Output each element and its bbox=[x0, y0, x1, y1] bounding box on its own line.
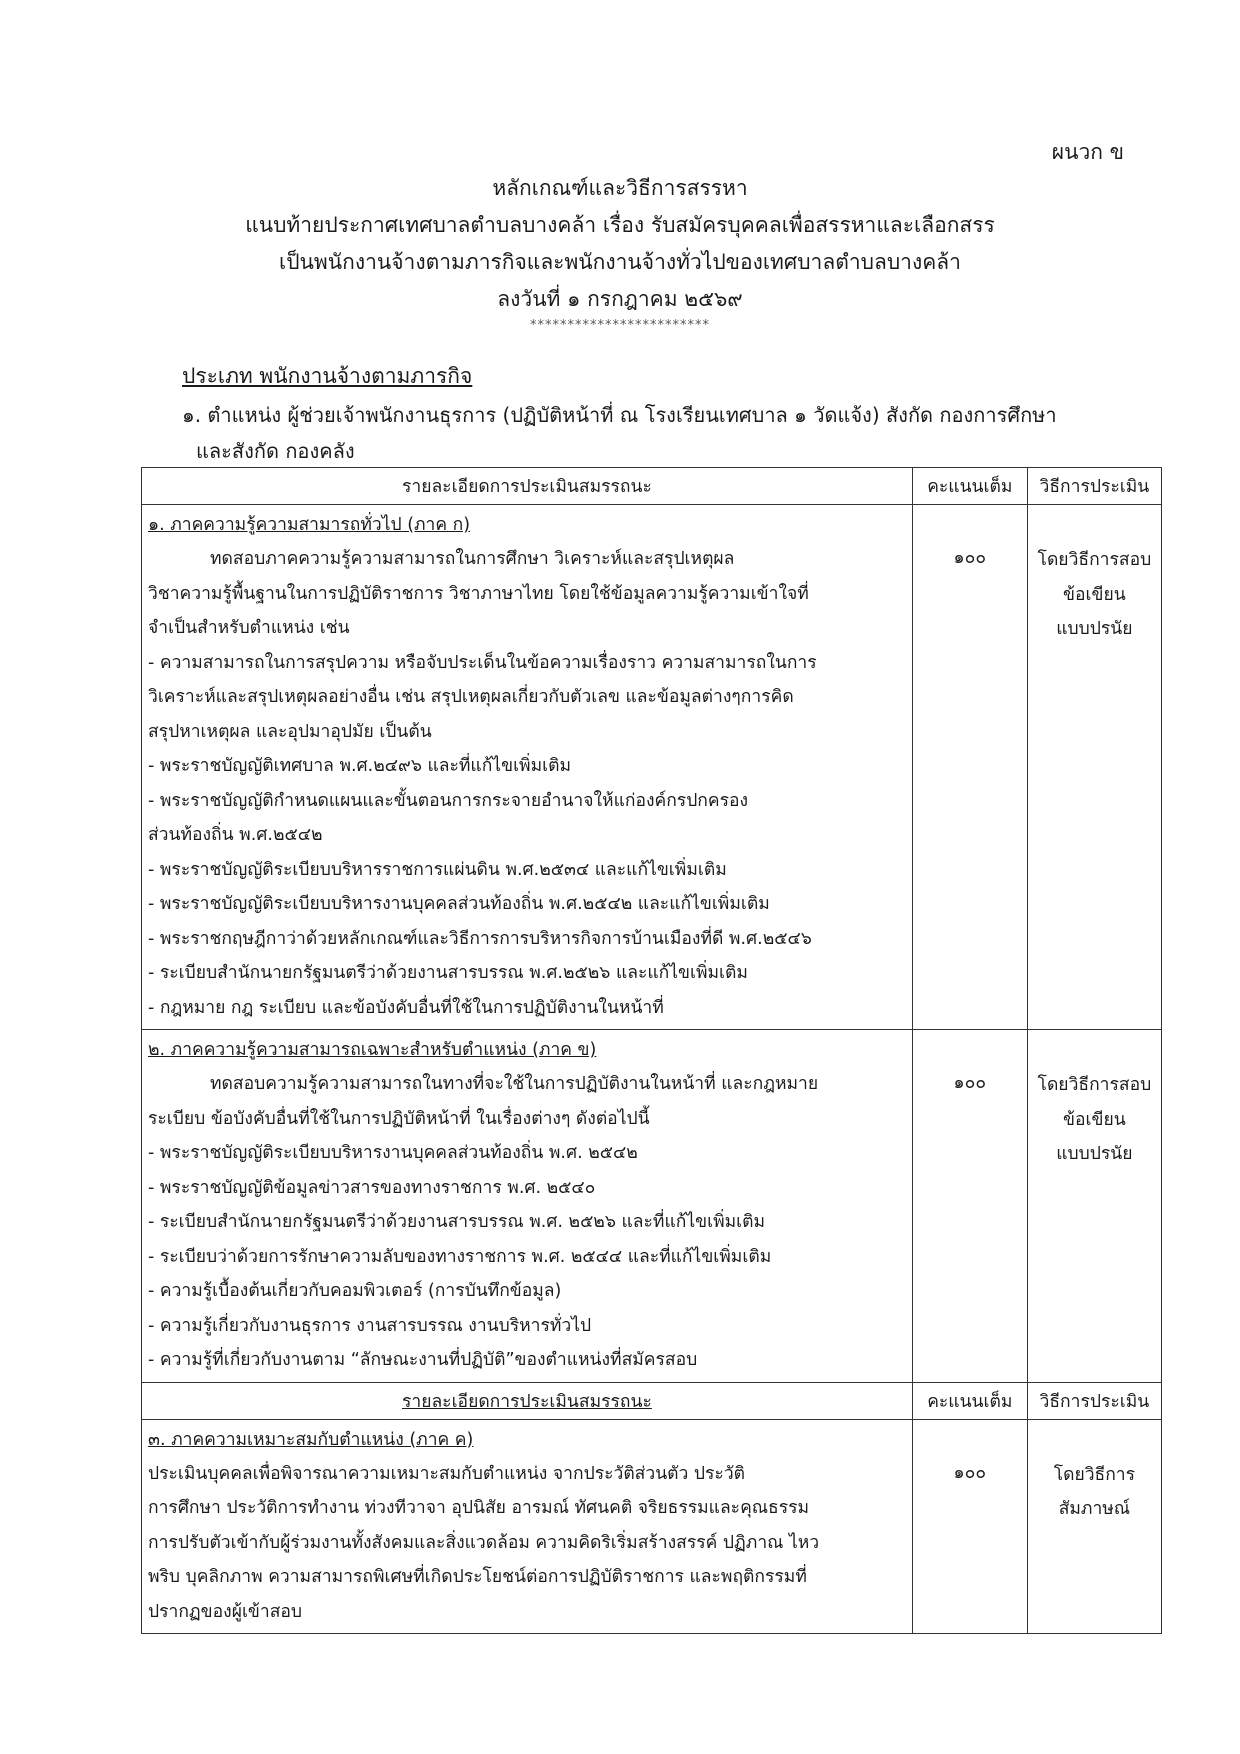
section-1-line: - ความสามารถในการสรุปความ หรือจับประเด็นในข้อความเรื่องราว ความสามารถในการ bbox=[148, 652, 817, 673]
position-line-1: ๑. ตำแหน่ง ผู้ช่วยเจ้าพนักงานธุรการ (ปฏิบัติหน้าที่ ณ โรงเรียนเทศบาล ๑ วัดแจ้ง) สังกัด กองการศึกษา bbox=[182, 403, 1057, 427]
table-row bbox=[142, 505, 1162, 1030]
section-2-line: - พระราชบัญญัติระเบียบบริหารงานบุคคลส่วนท้องถิ่น พ.ศ. ๒๕๔๒ bbox=[148, 1143, 638, 1163]
section-1-line: ทดสอบภาคความรู้ความสามารถในการศึกษา วิเคราะห์และสรุปเหตุผล bbox=[210, 549, 735, 569]
position-title bbox=[182, 397, 1162, 469]
section-3-method bbox=[1027, 1419, 1161, 1634]
employee-type-heading: ประเภท พนักงานจ้างตามภารกิจ bbox=[182, 364, 473, 388]
section-1-line: - พระราชบัญญัติเทศบาล พ.ศ.๒๔๙๖ และที่แก้ไขเพิ่มเติม bbox=[148, 756, 572, 776]
section-3-line: การศึกษา ประวัติการทำงาน ท่วงทีวาจา อุปนิสัย อารมณ์ ทัศนคติ จริยธรรมและคุณธรรม bbox=[148, 1498, 810, 1518]
section-2-line: - ความรู้ที่เกี่ยวกับงานตาม “ลักษณะงานที่ปฏิบัติ”ของตำแหน่งที่สมัครสอบ bbox=[148, 1350, 698, 1370]
header-method-2: วิธีการประเมิน bbox=[1027, 1382, 1161, 1419]
header-subtitle-2: เป็นพนักงานจ้างตามภารกิจและพนักงานจ้างทั่วไปของเทศบาลตำบลบางคล้า bbox=[279, 250, 961, 274]
section-2-method bbox=[1027, 1030, 1161, 1383]
section-2-line: - พระราชบัญญัติข้อมูลข่าวสารของทางราชการ พ.ศ. ๒๕๔๐ bbox=[148, 1177, 596, 1198]
section-1-line: - พระราชกฤษฎีกาว่าด้วยหลักเกณฑ์และวิธีการการบริหารกิจการบ้านเมืองที่ดี พ.ศ.๒๕๔๖ bbox=[148, 928, 812, 949]
method-line: ข้อเขียน bbox=[1063, 1109, 1126, 1130]
table-row bbox=[142, 1419, 1162, 1634]
section-1-title: ๑. ภาคความรู้ความสามารถทั่วไป (ภาค ก) bbox=[148, 515, 471, 535]
section-1-line: - พระราชบัญญัติกำหนดแผนและขั้นตอนการกระจายอำนาจให้แก่องค์กรปกครอง bbox=[148, 790, 749, 811]
table-row bbox=[142, 1030, 1162, 1383]
header-full-score-2: คะแนนเต็ม bbox=[912, 1382, 1027, 1419]
section-1-line: สรุปหาเหตุผล และอุปมาอุปมัย เป็นต้น bbox=[148, 721, 432, 742]
section-1-details bbox=[142, 505, 913, 1030]
section-2-line: ระเบียบ ข้อบังคับอื่นที่ใช้ในการปฏิบัติหน้าที่ ในเรื่องต่างๆ ดังต่อไปนี้ bbox=[148, 1108, 650, 1129]
header-method: วิธีการประเมิน bbox=[1027, 468, 1161, 505]
evaluation-table bbox=[141, 467, 1162, 1634]
section-2-line: ทดสอบความรู้ความสามารถในทางที่จะใช้ในการปฏิบัติงานในหน้าที่ และกฎหมาย bbox=[210, 1074, 819, 1094]
table-header-row-2 bbox=[142, 1382, 1162, 1419]
section-1-line: - พระราชบัญญัติระเบียบบริหารราชการแผ่นดิน พ.ศ.๒๕๓๔ และแก้ไขเพิ่มเติม bbox=[148, 859, 727, 880]
section-2-line: - ระเบียบว่าด้วยการรักษาความลับของทางราชการ พ.ศ. ๒๕๔๔ และที่แก้ไขเพิ่มเติม bbox=[148, 1246, 772, 1267]
section-3-line: การปรับตัวเข้ากับผู้ร่วมงานทั้งสังคมและสิ่งแวดล้อม ความคิดริเริ่มสร้างสรรค์ ปฏิภาณ ไหว bbox=[148, 1532, 820, 1553]
section-3-line: ปรากฏของผู้เข้าสอบ bbox=[148, 1601, 303, 1622]
header-date: ลงวันที่ ๑ กรกฎาคม ๒๕๖๙ bbox=[497, 287, 743, 311]
header-separator: ************************ bbox=[530, 318, 710, 333]
section-3-details bbox=[142, 1419, 913, 1634]
section-2-line: - ความรู้เกี่ยวกับงานธุรการ งานสารบรรณ งานบริหารทั่วไป bbox=[148, 1315, 592, 1336]
section-1-line: - ระเบียบสำนักนายกรัฐมนตรีว่าด้วยงานสารบรรณ พ.ศ.๒๕๒๖ และแก้ไขเพิ่มเติม bbox=[148, 963, 748, 983]
header-title: หลักเกณฑ์และวิธีการสรรหา bbox=[492, 176, 748, 200]
header-full-score: คะแนนเต็ม bbox=[912, 468, 1027, 505]
method-line: โดยวิธีการสอบ bbox=[1037, 550, 1152, 570]
header-details: รายละเอียดการประเมินสมรรถนะ bbox=[142, 468, 913, 505]
section-3-line: ประเมินบุคคลเพื่อพิจารณาความเหมาะสมกับตำแหน่ง จากประวัติส่วนตัว ประวัติ bbox=[148, 1463, 746, 1484]
section-2-score: ๑๐๐ bbox=[912, 1030, 1027, 1383]
position-line-2: และสังกัด กองคลัง bbox=[196, 439, 355, 463]
method-line: แบบปรนัย bbox=[1056, 1144, 1133, 1164]
section-1-line: - กฎหมาย กฎ ระเบียบ และข้อบังคับอื่นที่ใช้ในการปฏิบัติงานในหน้าที่ bbox=[148, 997, 664, 1018]
method-line: ข้อเขียน bbox=[1063, 584, 1126, 605]
section-2-line: - ความรู้เบื้องต้นเกี่ยวกับคอมพิวเตอร์ (การบันทึกข้อมูล) bbox=[148, 1281, 562, 1301]
section-2-title: ๒. ภาคความรู้ความสามารถเฉพาะสำหรับตำแหน่ง (ภาค ข) bbox=[148, 1040, 597, 1060]
method-line: โดยวิธีการสอบ bbox=[1037, 1075, 1152, 1095]
method-line: สัมภาษณ์ bbox=[1058, 1499, 1131, 1519]
annex-label: ผนวก ข bbox=[1051, 140, 1124, 164]
method-line: แบบปรนัย bbox=[1056, 619, 1133, 639]
section-3-score: ๑๐๐ bbox=[912, 1419, 1027, 1634]
section-1-line: วิเคราะห์และสรุปเหตุผลอย่างอื่น เช่น สรุปเหตุผลเกี่ยวกับตัวเลข และข้อมูลต่างๆการคิด bbox=[148, 687, 794, 707]
section-1-line: - พระราชบัญญัติระเบียบบริหารงานบุคคลส่วนท้องถิ่น พ.ศ.๒๕๔๒ และแก้ไขเพิ่มเติม bbox=[148, 894, 770, 914]
header-subtitle-1: แนบท้ายประกาศเทศบาลตำบลบางคล้า เรื่อง รับสมัครบุคคลเพื่อสรรหาและเลือกสรร bbox=[245, 213, 995, 237]
section-2-line: - ระเบียบสำนักนายกรัฐมนตรีว่าด้วยงานสารบรรณ พ.ศ. ๒๕๒๖ และที่แก้ไขเพิ่มเติม bbox=[148, 1212, 766, 1232]
section-3-title: ๓. ภาคความเหมาะสมกับตำแหน่ง (ภาค ค) bbox=[148, 1429, 474, 1450]
section-2-details bbox=[142, 1030, 913, 1383]
section-1-method bbox=[1027, 505, 1161, 1030]
section-1-score: ๑๐๐ bbox=[912, 505, 1027, 1030]
section-3-line: พริบ บุคลิกภาพ ความสามารถพิเศษที่เกิดประโยชน์ต่อการปฏิบัติราชการ และพฤติกรรมที่ bbox=[148, 1567, 807, 1587]
document-header bbox=[0, 170, 1240, 334]
section-1-line: ส่วนท้องถิ่น พ.ศ.๒๕๔๒ bbox=[148, 825, 323, 845]
section-1-line: จำเป็นสำหรับตำแหน่ง เช่น bbox=[148, 618, 350, 638]
table-header-row bbox=[142, 468, 1162, 505]
section-1-line: วิชาความรู้พื้นฐานในการปฏิบัติราชการ วิชาภาษาไทย โดยใช้ข้อมูลความรู้ความเข้าใจที่ bbox=[148, 583, 809, 604]
header-details-2: รายละเอียดการประเมินสมรรถนะ bbox=[142, 1382, 913, 1419]
method-line: โดยวิธีการ bbox=[1053, 1464, 1136, 1485]
